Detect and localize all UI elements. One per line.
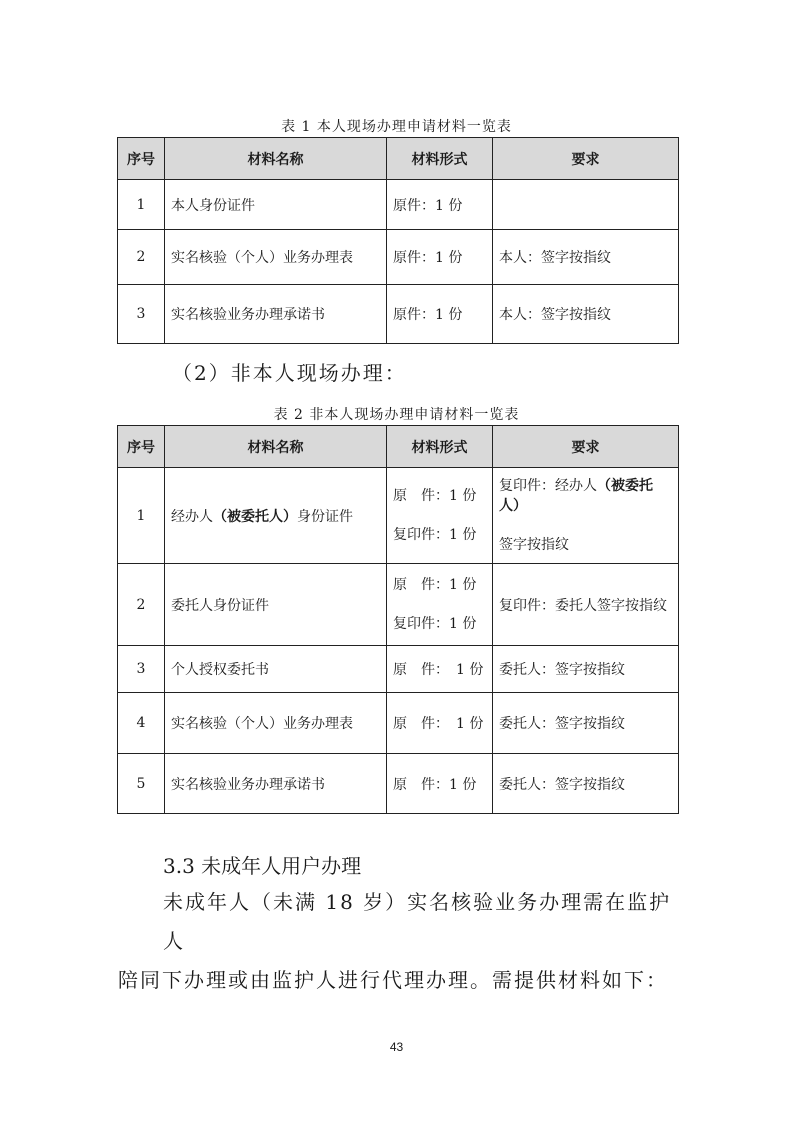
paragraph-line: 未成年人（未满 18 岁）实名核验业务办理需在监护人: [163, 890, 672, 953]
table2-header-no: 序号: [118, 426, 165, 468]
row-form-original: 原 件：1 份: [393, 488, 477, 504]
table2: [117, 425, 679, 814]
table1-header-no: 序号: [118, 138, 165, 180]
row-name: 委托人身份证件: [165, 564, 387, 646]
row-no: 1: [118, 180, 165, 230]
row-name-part: 经办人: [171, 508, 213, 525]
row-req-part: 复印件：经办人: [499, 478, 597, 494]
row-form: [387, 468, 493, 564]
row-no: 4: [118, 693, 165, 754]
row-name: 实名核验（个人）业务办理表: [165, 230, 387, 285]
table1-header-name: 材料名称: [165, 138, 387, 180]
row-req: [493, 468, 679, 564]
row-name-bold: （被委托人）: [213, 508, 297, 525]
table2-header-form: 材料形式: [387, 426, 493, 468]
table2-header-row: [118, 426, 679, 468]
table-row: [118, 646, 679, 693]
row-form-copy: 复印件：1 份: [393, 616, 477, 632]
paragraph-line: 陪同下办理或由监护人进行代理办理。需提供材料如下：: [118, 968, 668, 992]
table-row: [118, 230, 679, 285]
row-form: 原 件： 1 份: [387, 646, 493, 693]
table1: [117, 137, 679, 344]
row-req: 委托人：签字按指纹: [493, 693, 679, 754]
table-row: [118, 564, 679, 646]
table1-header-row: [118, 138, 679, 180]
row-name: 个人授权委托书: [165, 646, 387, 693]
row-no: 2: [118, 230, 165, 285]
row-req-line2: 签字按指纹: [499, 537, 569, 553]
body-paragraph: [118, 883, 678, 1000]
row-no: 1: [118, 468, 165, 564]
section-heading: 3.3 未成年人用户办理: [163, 854, 362, 878]
row-no: 2: [118, 564, 165, 646]
table2-caption: 表 2 非本人现场办理申请材料一览表: [273, 407, 520, 423]
table-row: [118, 285, 679, 344]
table-row: [118, 468, 679, 564]
row-name: 实名核验业务办理承诺书: [165, 285, 387, 344]
row-name: 实名核验业务办理承诺书: [165, 754, 387, 814]
row-form: 原 件： 1 份: [387, 693, 493, 754]
row-req-bold: （被委托人）: [499, 478, 653, 514]
row-name: 实名核验（个人）业务办理表: [165, 693, 387, 754]
row-req: 委托人：签字按指纹: [493, 754, 679, 814]
subheading-non-self: （2）非本人现场办理：: [172, 361, 407, 385]
row-name: [165, 468, 387, 564]
row-form: [387, 564, 493, 646]
row-form: 原件：1 份: [387, 230, 493, 285]
row-req: 本人：签字按指纹: [493, 230, 679, 285]
row-no: 3: [118, 646, 165, 693]
page-number: 43: [389, 1040, 404, 1054]
table2-header-req: 要求: [493, 426, 679, 468]
row-name-part: 身份证件: [297, 508, 353, 525]
row-req-line1: [499, 476, 672, 516]
row-name: 本人身份证件: [165, 180, 387, 230]
table-row: [118, 754, 679, 814]
row-form-copy: 复印件：1 份: [393, 527, 477, 543]
row-form-original: 原 件：1 份: [393, 577, 477, 593]
row-form: 原件：1 份: [387, 285, 493, 344]
row-req: [493, 180, 679, 230]
row-req: 本人：签字按指纹: [493, 285, 679, 344]
row-form: 原件：1 份: [387, 180, 493, 230]
table-row: [118, 693, 679, 754]
row-no: 3: [118, 285, 165, 344]
row-form: 原 件：1 份: [387, 754, 493, 814]
row-req: 委托人：签字按指纹: [493, 646, 679, 693]
row-req: 复印件：委托人签字按指纹: [493, 564, 679, 646]
table1-caption: 表 1 本人现场办理申请材料一览表: [281, 119, 512, 135]
table1-header-form: 材料形式: [387, 138, 493, 180]
table2-header-name: 材料名称: [165, 426, 387, 468]
row-no: 5: [118, 754, 165, 814]
table-row: [118, 180, 679, 230]
table1-header-req: 要求: [493, 138, 679, 180]
